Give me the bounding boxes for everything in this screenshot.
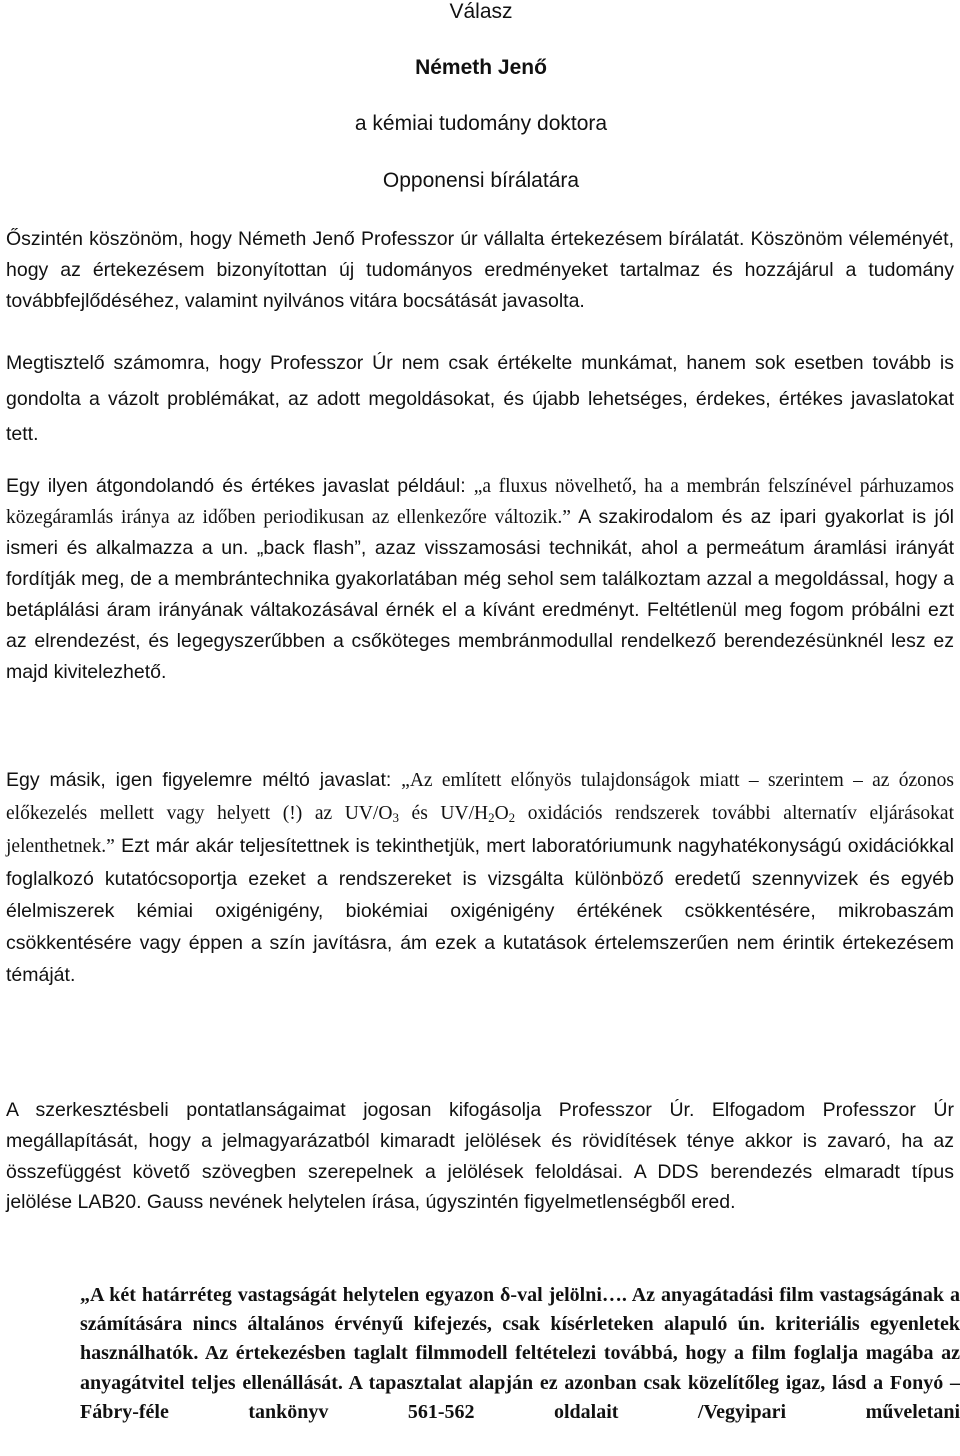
suggestion-quote: „a fluxus növelhető, ha a membrán felszínével párhuzamos közegáramlás iránya az időben periodikusan az ellenkezőre változik.”	[6, 476, 954, 528]
suggestion-response: Ezt már akár teljesítettnek is tekinthetjük, mert laboratóriumunk nagyhatékonyságú oxidációkkal foglalkozó kutatócsoportja ezeket a rendszereket is vizsgálta különböző eredetű szennyvizek és egyéb élelmiszerek kémiai oxigénigény, biokémiai oxigénigény értékének csökkentésére, mikrobaszám csökkentésére vagy éppen a szín javításra, ám ezek a kutatások értelemszerűen nem érintik értekezésem témáját.	[6, 835, 954, 986]
quoted-comment: „A két határréteg vastagságát helytelen egyazon δ-val jelölni…. Az anyagátadási film vastagságának a számítására nincs általános érvényű kifejezés, csak kísérleteken alapuló ún. kriteriális egyenletek használhatók. Az értekezésben taglalt filmmodell feltételezi továbbá, hogy a film foglalja magába az anyagátvitel teljes ellenállását. A tapasztalat alapján ez azonban csak közelítőleg igaz, lásd a Fonyó – Fábry-féle tankönyv 561-562 oldalait /Vegyipari műveletani	[80, 1284, 960, 1423]
paragraph-second-suggestion	[6, 764, 954, 991]
author-name: Németh Jenő	[415, 56, 547, 79]
suggestion-response: A szakirodalom és az ipari gyakorlat is jól ismeri és alkalmazza a un. „back flash”, azaz visszamosási technikát, ahol a permeátum áramlási irányát fordítják meg, de a membrántechnika gyakorlatában még sehol sem találkoztam azzal a megoldással, hogy a betáplálási áram irányának váltakozásával érnék el a kívánt eredményt. Feltétlenül meg fogom próbálni ezt az elrendezést, és legegyszerűbben a csőköteges membránmodullal rendelkező berendezésünknél lesz ez majd kivitelezhető.	[6, 506, 954, 683]
paragraph-thanks: Őszintén köszönöm, hogy Németh Jenő Professzor úr vállalta értekezésem bírálatát. Köszönöm véleményét, hogy az értekezésem bizonyítottan új tudományos eredményeket tartalmaz és hozzájárul a tudomány továbbfejlődéséhez, valamint nyilvános vitára bocsátását javasolta.	[6, 228, 954, 312]
author-degree: a kémiai tudomány doktora	[354, 112, 608, 135]
suggestion-quote: „Az említett előnyös tulajdonságok miatt – szerintem – az ózonos előkezelés mellett vagy helyett (!) az $UV/O_3$ és $UV/H_2O_2$ oxidációs rendszerek további alternatív eljárásokat jelenthetnek.”	[6, 770, 955, 857]
suggestion-intro: Egy másik, igen figyelemre méltó javaslat:	[6, 769, 402, 791]
document-subtitle: Opponensi bírálatára	[382, 169, 580, 192]
paragraph-honor: Megtisztelő számomra, hogy Professzor Úr nem csak értékelte munkámat, hanem sok esetben tovább is gondolta a vázolt problémákat, az adott megoldásokat, és újabb lehetséges, érdekes, értékes javaslatokat tett.	[6, 352, 954, 445]
document-title: Válasz	[449, 0, 513, 23]
paragraph-first-suggestion	[6, 471, 954, 688]
suggestion-intro: Egy ilyen átgondolandó és értékes javaslat például:	[6, 475, 474, 497]
paragraph-corrections: A szerkesztésbeli pontatlanságaimat jogosan kifogásolja Professzor Úr. Elfogadom Professzor Úr megállapítását, hogy a jelmagyarázatból kimaradt jelölések és rövidítések ténye akkor is zavaró, ha az összefüggést követő szövegben szerepelnek a jelölések feloldásai. A DDS berendezés elmaradt típus jelölése LAB20. Gauss nevének helytelen írása, úgyszintén figyelmetlenségből ered.	[6, 1099, 954, 1214]
